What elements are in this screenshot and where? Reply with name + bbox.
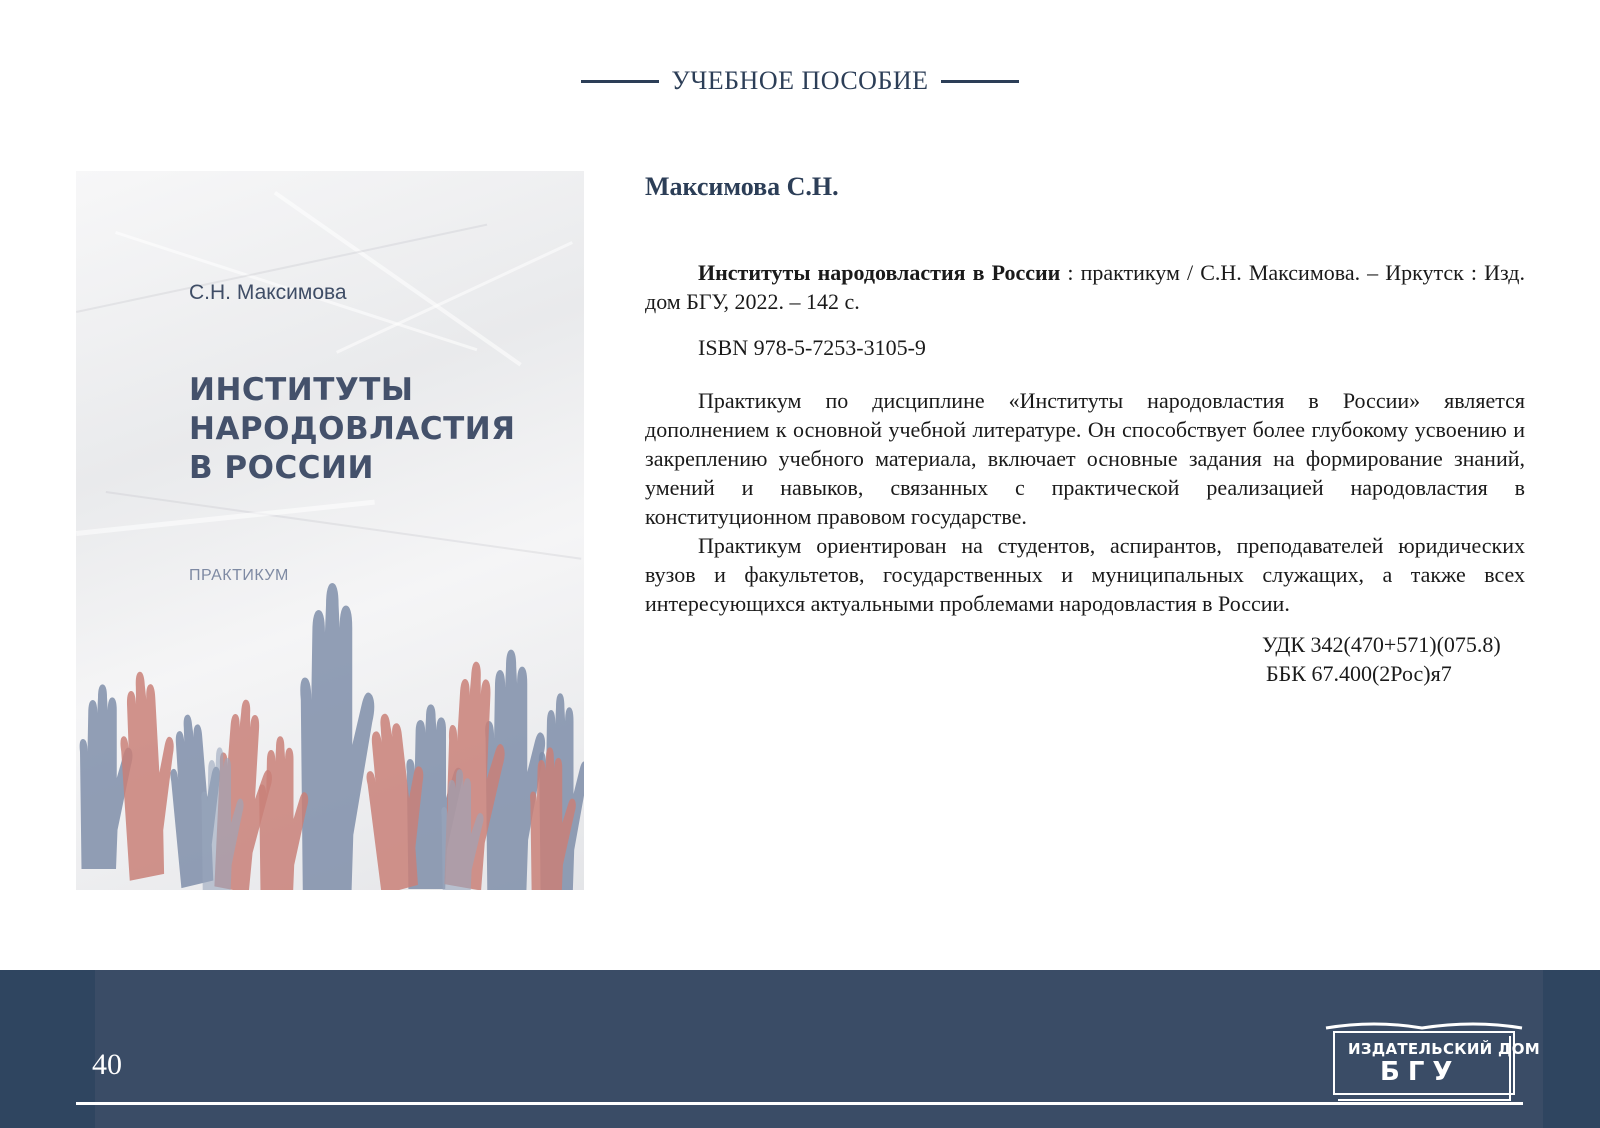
udk-code: УДК 342(470+571)(075.8) [1262, 632, 1501, 657]
cover-author: С.Н. Максимова [189, 281, 347, 304]
bibliographic-record [645, 172, 1525, 688]
book-cover [76, 171, 584, 890]
book-title: Институты народовластия в России [698, 260, 1061, 285]
publisher-logo [1324, 1022, 1540, 1106]
header-rule-right [941, 80, 1019, 83]
logo-line1: ИЗДАТЕЛЬСКИЙ ДОМ [1348, 1040, 1540, 1058]
bibliographic-description [645, 258, 1525, 316]
section-header [0, 66, 1600, 96]
imprint: : практикум / С.Н. Максимова. – Иркутск : Изд. дом БГУ, 2022. – 142 с. [645, 260, 1525, 314]
cover-title-line: В РОССИИ [189, 450, 374, 486]
cover-type: ПРАКТИКУМ [189, 567, 289, 584]
section-title: УЧЕБНОЕ ПОСОБИЕ [671, 66, 929, 95]
header-rule-left [581, 80, 659, 83]
footer-rule [76, 1102, 1523, 1105]
page-number: 40 [92, 1048, 122, 1081]
isbn: ISBN 978-5-7253-3105-9 [698, 335, 926, 360]
abstract-paragraph-1: Практикум по дисциплине «Институты народовластия в России» является дополнением к основной учебной литературе. Он способствует более глубокому усвоению и закреплению учебного материала, включает основные задания на формирование знаний, умений и навыков, связанных с практической реализацией народовластия в конституционном правовом государстве. [645, 388, 1525, 529]
logo-line2: БГУ [1380, 1057, 1461, 1087]
cover-title-line: НАРОДОВЛАСТИЯ [189, 411, 516, 447]
record-author: Максимова С.Н. [645, 172, 839, 201]
classification-codes [645, 630, 1525, 688]
cover-title-line: ИНСТИТУТЫ [189, 372, 414, 408]
abstract-paragraph-2: Практикум ориентирован на студентов, аспирантов, преподавателей юридических вузов и факультетов, государственных и муниципальных служащих, а также всех интересующихся актуальными проблемами народовластия в России. [645, 533, 1525, 616]
cover-title [189, 371, 516, 488]
bbk-code: ББК 67.400(2Рос)я7 [1266, 661, 1452, 686]
raised-hands-illustration [76, 580, 584, 890]
